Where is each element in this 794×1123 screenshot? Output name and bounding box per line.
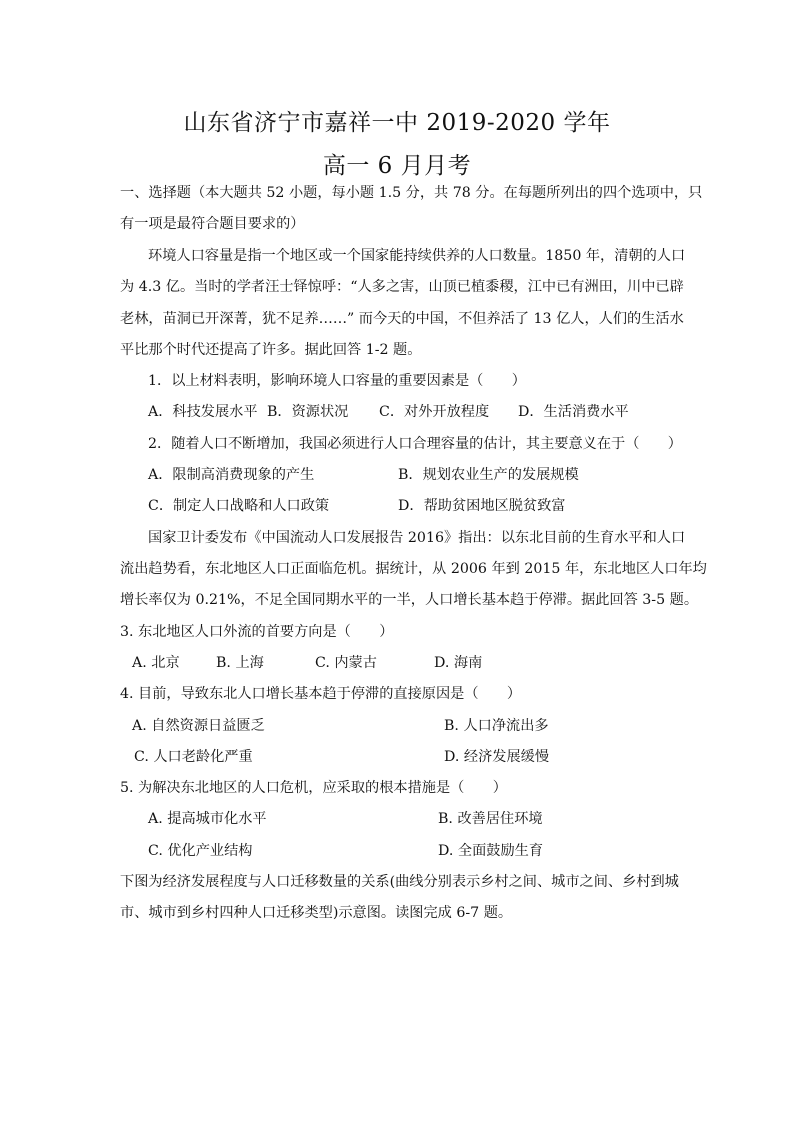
question-3-option-b: B. 上海 — [216, 655, 264, 671]
question-1-option-b: B．资源状况 — [267, 404, 349, 420]
question-1-stem: 1．以上材料表明，影响环境人口容量的重要因素是（ ） — [148, 373, 526, 389]
section-heading: 一、选择题（本大题共 52 小题，每小题 1.5 分，共 78 分。在每题所列出的四个选项中，只 — [120, 185, 703, 201]
question-1-option-a: A．科技发展水平 — [148, 404, 258, 420]
question-2-option-a: A．限制高消费现象的产生 — [148, 467, 315, 483]
question-4-option-b: B. 人口净流出多 — [444, 718, 549, 734]
question-3-stem: 3. 东北地区人口外流的首要方向是（ ） — [120, 624, 394, 640]
question-4-option-d: D. 经济发展缓慢 — [444, 749, 550, 765]
question-3-option-c: C. 内蒙古 — [315, 655, 377, 671]
question-2-option-b: B．规划农业生产的发展规模 — [398, 467, 579, 483]
section-heading-cont: 有一项是最符合题目要求的） — [120, 216, 305, 232]
passage-line: 国家卫计委发布《中国流动人口发展报告 2016》指出：以东北目前的生育水平和人口 — [148, 530, 686, 546]
question-3-option-a: A. 北京 — [132, 655, 180, 671]
document-title: 山东省济宁市嘉祥一中 2019-2020 学年 — [183, 110, 611, 136]
question-2-option-c: C．制定人口战略和人口政策 — [148, 498, 330, 514]
passage-line: 老林，苗洞已开深菁，犹不足养……” 而今天的中国，不但养活了 13 亿人，人们的生活水 — [120, 311, 684, 327]
passage-line: 增长率仅为 0.21%，不足全国同期水平的一半，人口增长基本趋于停滞。据此回答 3-5 题。 — [120, 592, 699, 608]
question-5-option-b: B. 改善居住环境 — [438, 811, 543, 827]
passage-line: 平比那个时代还提高了许多。据此回答 1-2 题。 — [120, 342, 422, 358]
question-1-option-c: C．对外开放程度 — [379, 404, 490, 420]
passage-line: 环境人口容量是指一个地区或一个国家能持续供养的人口数量。1850 年，清朝的人口 — [148, 248, 686, 264]
question-5-option-a: A. 提高城市化水平 — [148, 811, 267, 827]
question-2-option-d: D．帮助贫困地区脱贫致富 — [398, 498, 566, 514]
document-subtitle: 高一 6 月月考 — [322, 153, 472, 179]
passage-line: 流出趋势看，东北地区人口正面临危机。据统计，从 2006 年到 2015 年，东北地区人口年均 — [120, 561, 707, 577]
question-4-stem: 4. 目前，导致东北人口增长基本趋于停滞的直接原因是（ ） — [120, 686, 522, 702]
question-5-option-d: D. 全面鼓励生育 — [438, 843, 544, 859]
question-3-option-d: D. 海南 — [434, 655, 483, 671]
question-5-stem: 5. 为解决东北地区的人口危机，应采取的根本措施是（ ） — [120, 780, 507, 796]
passage-line: 下图为经济发展程度与人口迁移数量的关系(曲线分别表示乡村之间、城市之间、乡村到城 — [120, 874, 679, 890]
question-4-option-a: A. 自然资源日益匮乏 — [132, 718, 265, 734]
passage-line: 市、城市到乡村四种人口迁移类型)示意图。读图完成 6-7 题。 — [120, 905, 513, 921]
question-4-option-c: C. 人口老龄化严重 — [134, 749, 253, 765]
passage-line: 为 4.3 亿。当时的学者汪士铎惊呼：“人多之害，山顶已植黍稷，江中已有洲田，川中已辟 — [120, 279, 684, 295]
question-2-stem: 2．随着人口不断增加，我国必须进行人口合理容量的估计，其主要意义在于（ ） — [148, 436, 682, 452]
question-1-option-d: D．生活消费水平 — [518, 404, 629, 420]
question-5-option-c: C. 优化产业结构 — [148, 843, 253, 859]
